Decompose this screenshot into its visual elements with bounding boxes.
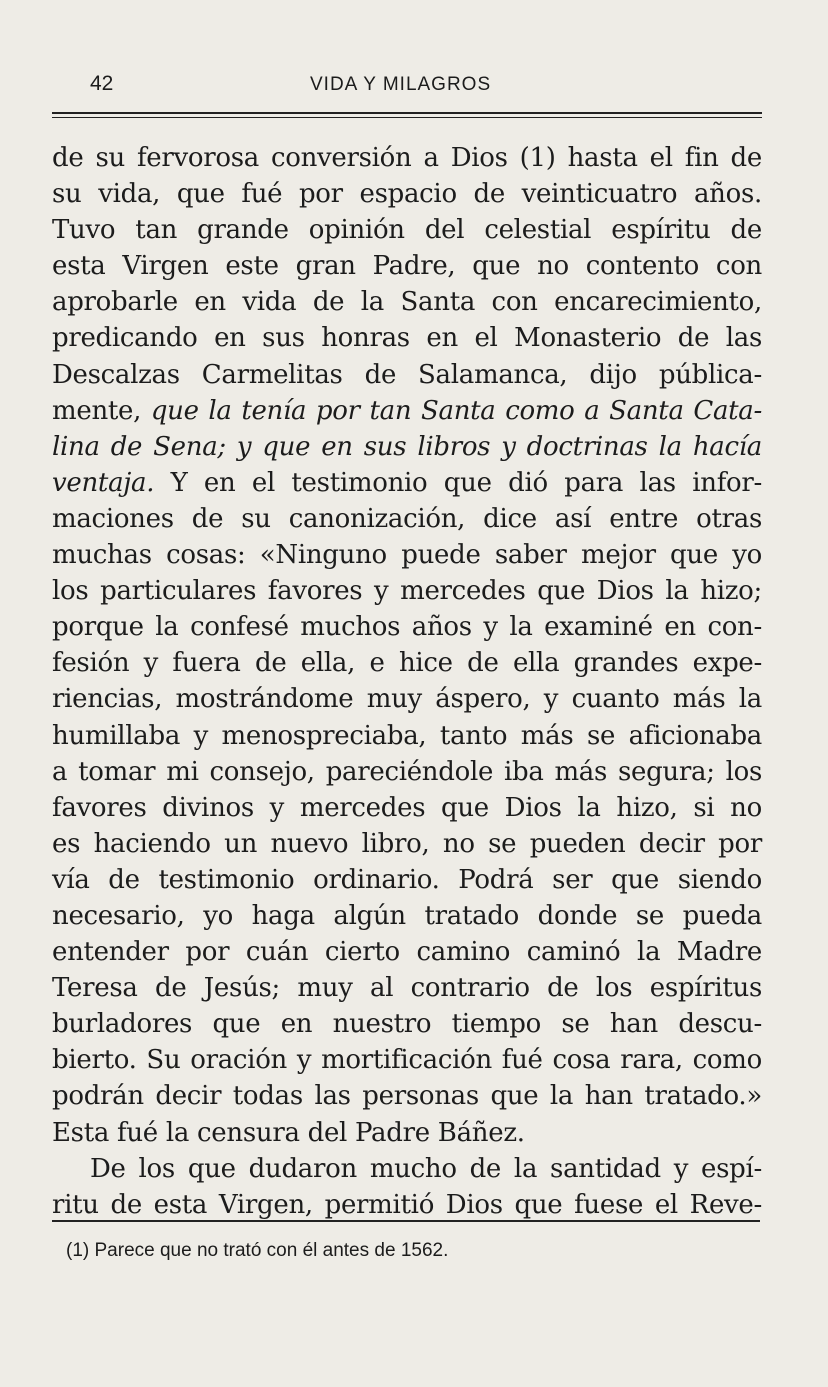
- running-title: VIDA Y MILAGROS: [310, 74, 492, 95]
- text-line: [52, 465, 762, 501]
- text-line: Esta fué la censura del Padre Báñez.: [52, 1117, 525, 1148]
- text-line: su vida, que fué por espacio de veinticuatro años.: [52, 179, 762, 210]
- text-line: fesión y fuera de ella, e hice de ella grandes expe-: [52, 648, 762, 679]
- text-line: vía de testimonio ordinario. Podrá ser que siendo: [52, 864, 762, 895]
- footnote-rule: [52, 1220, 760, 1222]
- text-segment: Y en el testimonio que dió para las infor-: [154, 467, 762, 498]
- text-line: entender por cuán cierto camino caminó la Madre: [52, 937, 762, 968]
- text-line: es haciendo un nuevo libro, no se pueden decir por: [52, 828, 762, 859]
- page-header: [90, 72, 760, 104]
- footnote: (1) Parece que no trató con él antes de 1562.: [66, 1240, 449, 1261]
- text-line: burladores que en nuestro tiempo se han descu-: [52, 1009, 762, 1040]
- text-line: Descalzas Carmelitas de Salamanca, dijo pública-: [52, 359, 762, 390]
- text-line: necesario, yo haga algún tratado donde se pueda: [52, 900, 762, 931]
- text-line: riencias, mostrándome muy áspero, y cuanto más la: [52, 684, 762, 715]
- text-line: [52, 393, 762, 429]
- text-line: esta Virgen este gran Padre, que no contento con: [52, 251, 762, 282]
- quoted-italic-text: que la tenía por tan Santa como a Santa Cata-: [150, 395, 762, 426]
- text-line: de su fervorosa conversión a Dios (1) hasta el fin de: [52, 143, 762, 173]
- text-line: favores divinos y mercedes que Dios la hizo, si no: [52, 792, 762, 823]
- page-number: 42: [90, 72, 114, 95]
- text-line: aprobarle en vida de la Santa con encarecimiento,: [52, 287, 762, 318]
- body-text: [52, 140, 762, 1223]
- text-line: maciones de su canonización, dice así entre otras: [52, 503, 762, 534]
- text-line: a tomar mi consejo, pareciéndole iba más segura; los: [52, 756, 762, 787]
- header-rule: [52, 112, 762, 118]
- text-line: porque la confesé muchos años y la examiné en con-: [52, 612, 762, 643]
- text-line: muchas cosas: «Ninguno puede saber mejor que yo: [52, 540, 762, 571]
- text-line: Tuvo tan grande opinión del celestial espíritu de: [52, 215, 762, 246]
- text-segment: mente,: [52, 395, 151, 426]
- text-line: Teresa de Jesús; muy al contrario de los espíritus: [52, 973, 762, 1004]
- text-line: los particulares favores y mercedes que Dios la hizo;: [52, 576, 762, 607]
- text-line: humillaba y menospreciaba, tanto más se aficionaba: [52, 720, 762, 751]
- quoted-italic-text: ventaja.: [52, 467, 155, 498]
- text-line: bierto. Su oración y mortificación fué cosa rara, como: [52, 1045, 762, 1076]
- text-line: predicando en sus honras en el Monasterio de las: [52, 323, 762, 354]
- quoted-italic-text: lina de Sena; y que en sus libros y doctrinas la hacía: [52, 431, 762, 462]
- text-line: De los que dudaron mucho de la santidad y espí-: [90, 1153, 762, 1184]
- text-line: podrán decir todas las personas que la han tratado.»: [52, 1081, 762, 1112]
- text-line: [52, 429, 762, 465]
- text-line: ritu de esta Virgen, permitió Dios que fuese el Reve-: [52, 1189, 762, 1220]
